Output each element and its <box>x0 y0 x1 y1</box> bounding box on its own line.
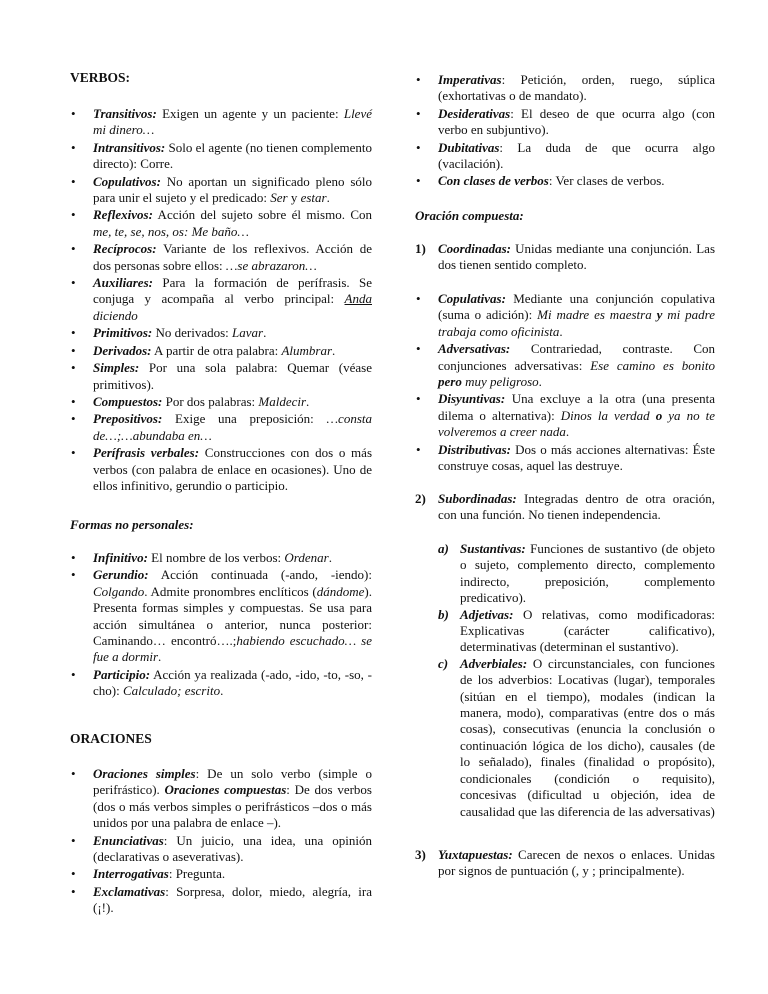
list-item: • Transitivos: Exigen un agente y un paciente: Llevé mi dinero… <box>70 106 372 139</box>
list-item: • Exclamativas: Sorpresa, dolor, miedo, alegría, ira (¡!). <box>70 884 372 917</box>
compuesta-heading: Oración compuesta: <box>415 208 524 223</box>
coordinadas-list <box>415 291 715 475</box>
list-item: • Enunciativas: Un juicio, una idea, una opinión (declarativas o aseverativas). <box>70 833 372 866</box>
list-item: • Con clases de verbos: Ver clases de verbos. <box>415 173 715 189</box>
list-item: • Recíprocos: Variante de los reflexivos. Acción de dos personas sobre ellos: …se abrazaron… <box>70 241 372 274</box>
list-item: • Derivados: A partir de otra palabra: Alumbrar. <box>70 343 372 359</box>
list-item: • Distributivas: Dos o más acciones alternativas: Éste construye cosas, aquel las destruye. <box>415 442 715 475</box>
list-item: • Gerundio: Acción continuada (-ando, -iendo): Colgando. Admite pronombres enclíticos (dándome). Presenta formas simples y compuestas. Se usa para acción simultánea o anterior, nunca posterior: Caminando… encontró….;habiendo escuchado… se fue a dormir. <box>70 567 372 665</box>
list-item: • Prepositivos: Exige una preposición: …consta de…;…abundaba en… <box>70 411 372 444</box>
list-item: • Disyuntivas: Una excluye a la otra (una presenta dilema o alternativa): Dinos la verdad o ya no te volveremos a creer nada. <box>415 391 715 440</box>
verbos-heading: VERBOS: <box>70 70 131 85</box>
list-item: • Primitivos: No derivados: Lavar. <box>70 325 372 341</box>
subordinadas-item: 2) Subordinadas: Integradas dentro de otra oración, con una función. No tienen independencia. <box>415 491 715 523</box>
yuxtapuestas-item: 3) Yuxtapuestas: Carecen de nexos o enlaces. Unidas por signos de puntuación (, y ; principalmente). <box>415 847 715 879</box>
verbos-list <box>70 106 372 495</box>
list-item: • Compuestos: Por dos palabras: Maldecir. <box>70 394 372 410</box>
formas-list <box>70 550 372 701</box>
list-item: • Auxiliares: Para la formación de perífrasis. Se conjuga y acompaña al verbo principal: Anda diciendo <box>70 275 372 324</box>
oraciones-list <box>70 766 372 918</box>
list-item: • Desiderativas: El deseo de que ocurra algo (con verbo en subjuntivo). <box>415 106 715 139</box>
list-item: • Interrogativas: Pregunta. <box>70 866 372 882</box>
oraciones-heading: ORACIONES <box>70 731 152 746</box>
subordinadas-list <box>438 541 715 820</box>
list-item: • Adversativas: Contrariedad, contraste. Con conjunciones adversativas: Ese camino es bonito pero muy peligroso. <box>415 341 715 390</box>
list-item: • Infinitivo: El nombre de los verbos: Ordenar. <box>70 550 372 566</box>
list-item: • Reflexivos: Acción del sujeto sobre él mismo. Con me, te, se, nos, os: Me baño… <box>70 207 372 240</box>
list-item: • Perífrasis verbales: Construcciones con dos o más verbos (con palabra de enlace en ocasiones). Uno de ellos infinitivo, gerundio o participio. <box>70 445 372 494</box>
list-item: • Imperativas: Petición, orden, ruego, súplica (exhortativas o de mandato). <box>415 72 715 105</box>
list-item: • Intransitivos: Solo el agente (no tienen complemento directo): Corre. <box>70 140 372 173</box>
list-item: • Oraciones simples: De un solo verbo (simple o perifrástico). Oraciones compuestas: De dos verbos (dos o más verbos simples o perifrásticos –dos o más unidos por una palabra de enlace –). <box>70 766 372 832</box>
coordinadas-item: 1) Coordinadas: Unidas mediante una conjunción. Las dos tienen sentido completo. <box>415 241 715 273</box>
list-item: b) Adjetivas: O relativas, como modificadoras: Explicativas (carácter calificativo), determinativas (determinan el sustantivo). <box>438 606 715 655</box>
list-item: • Copulativos: No aportan un significado pleno sólo para unir el sujeto y el predicado: Ser y estar. <box>70 174 372 207</box>
list-item: • Copulativas: Mediante una conjunción copulativa (suma o adición): Mi madre es maestra y mi padre trabaja como oficinista. <box>415 291 715 340</box>
oraciones-list-continued <box>415 72 715 191</box>
formas-heading: Formas no personales: <box>70 517 194 532</box>
list-item: c) Adverbiales: O circunstanciales, con funciones de los adverbios: Locativas (lugar), temporales (sitúan en el tiempo), modales (indican la manera, modo), comparativas (entre dos o más cosas), consecutivas (enuncia la conclusión o continuación lógica de los dicho), causales (de lo señalado), finales (finalidad o propósito), condicionales (condición o requisito), concesivas (dificultad u objeción, idea de causalidad que las diferencia de las adversativas) <box>438 655 715 819</box>
list-item: • Simples: Por una sola palabra: Quemar (véase primitivos). <box>70 360 372 393</box>
list-item: • Dubitativas: La duda de que ocurra algo (vacilación). <box>415 140 715 173</box>
list-item: • Participio: Acción ya realizada (-ado, -ido, -to, -so, -cho): Calculado; escrito. <box>70 667 372 700</box>
list-item: a) Sustantivas: Funciones de sustantivo (de objeto o sujeto, complemento directo, complemento indirecto, preposición, complemento predicativo). <box>438 541 715 606</box>
